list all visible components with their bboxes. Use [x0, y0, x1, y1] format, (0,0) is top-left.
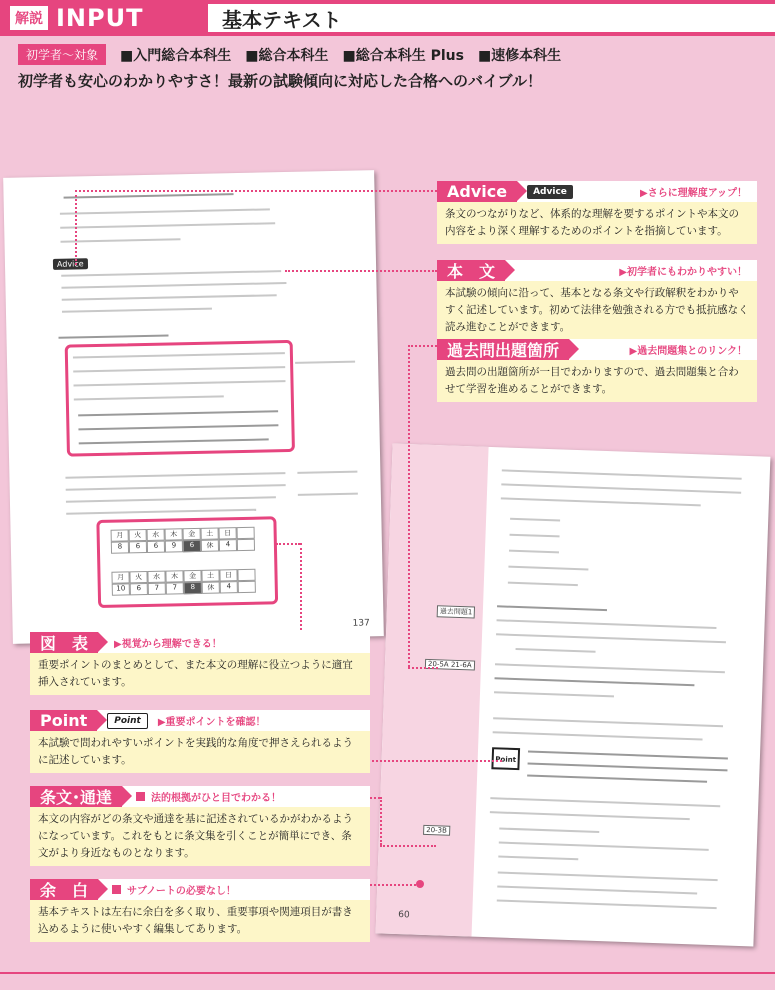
page-title: 基本テキスト — [222, 7, 342, 32]
callout-title: Advice — [437, 181, 517, 202]
callout-yohaku — [30, 879, 370, 942]
callout-advice — [437, 181, 757, 244]
callout-description: 条文のつながりなど、体系的な理解を要するポイントや本文の内容をより深く理解するためのポイントを指摘しています。 — [437, 202, 757, 244]
target-item: ■総合本科生 — [245, 47, 329, 64]
page-number: 137 — [352, 618, 370, 629]
point-icon: Point — [107, 713, 148, 729]
square-icon — [136, 792, 145, 801]
callout-description: 本試験の傾向に沿って、基本となる条文や行政解釈をわかりやすく記述しています。初めて法律を勉強される方でも抵抗感なく読み進むことができます。 — [437, 281, 757, 340]
margin-strip — [376, 444, 489, 937]
target-row — [18, 44, 575, 65]
header-section: INPUT — [56, 4, 144, 32]
callout-subtitle: ▶初学者にもわかりやすい！ — [619, 267, 747, 278]
page-number: 60 — [398, 910, 410, 921]
callout-description: 本試験で問われやすいポイントを実践的な角度で押さえられるように記述しています。 — [30, 731, 370, 773]
callout-honbun — [437, 260, 757, 340]
callout-point — [30, 710, 370, 773]
advice-mini-icon: Advice — [53, 258, 88, 270]
callout-title: 条文･通達 — [30, 786, 122, 807]
callout-subtitle: 法的根拠がひと目でわかる！ — [151, 793, 282, 804]
callout-title: 図 表 — [30, 632, 98, 653]
callout-subtitle: ▶過去問題集とのリンク！ — [629, 346, 747, 357]
textbook-page-left: Advice 月 火 水 木 金 土 日 8 6 6 9 6 休 4 月 火 水 木 金 土 日 10 6 7 7 8 休 4 137 — [3, 170, 384, 644]
target-item: ■速修本科生 — [477, 47, 562, 64]
advice-icon: Advice — [527, 185, 573, 199]
header-left — [0, 0, 208, 36]
callout-description: 基本テキストは左右に余白を多く取り、重要事項や関連項目が書き込めるように使いやすく編集してあります。 — [30, 900, 370, 942]
callout-description: 重要ポイントのまとめとして、また本文の理解に役立つように適宜挿入されています。 — [30, 653, 370, 695]
callout-subtitle: ▶重要ポイントを確認！ — [157, 717, 266, 728]
target-item: ■総合本科生 Plus — [342, 47, 464, 64]
callout-description: 本文の内容がどの条文や通達を基に記述されているかがわかるようになっています。これをもとに条文集を引くことが簡単にでき、条文がより身近なものとなります。 — [30, 807, 370, 866]
callout-zuhyo — [30, 632, 370, 695]
callout-joubun — [30, 786, 370, 866]
target-label: 初学者〜対象 — [18, 44, 106, 65]
callout-kakomon — [437, 339, 757, 402]
square-icon — [112, 885, 121, 894]
header — [0, 0, 775, 36]
callout-title: 余 白 — [30, 879, 98, 900]
yohaku-dot — [416, 880, 424, 888]
tagline: 初学者も安心のわかりやすさ！最新の試験傾向に対応した合格へのバイブル！ — [18, 72, 542, 90]
callout-subtitle: ▶さらに理解度アップ！ — [640, 188, 747, 199]
callout-subtitle: ▶視覚から理解できる！ — [114, 639, 222, 650]
header-badge: 解説 — [10, 6, 48, 30]
callout-title: Point — [30, 710, 97, 731]
callout-title: 過去問出題箇所 — [437, 339, 569, 360]
callout-title: 本 文 — [437, 260, 505, 281]
bottom-rule — [0, 972, 775, 974]
textbook-page-right: 過去問題1 20-5A 21-6A Point 20-3B 60 — [376, 444, 771, 947]
header-right — [208, 0, 775, 36]
callout-subtitle: サブノートの必要なし！ — [127, 886, 236, 897]
point-mini-icon: Point — [491, 747, 520, 770]
callout-description: 過去問の出題箇所が一目でわかりますので、過去問題集と合わせて学習を進めることができます。 — [437, 360, 757, 402]
target-item: ■入門総合本科生 — [120, 47, 232, 64]
